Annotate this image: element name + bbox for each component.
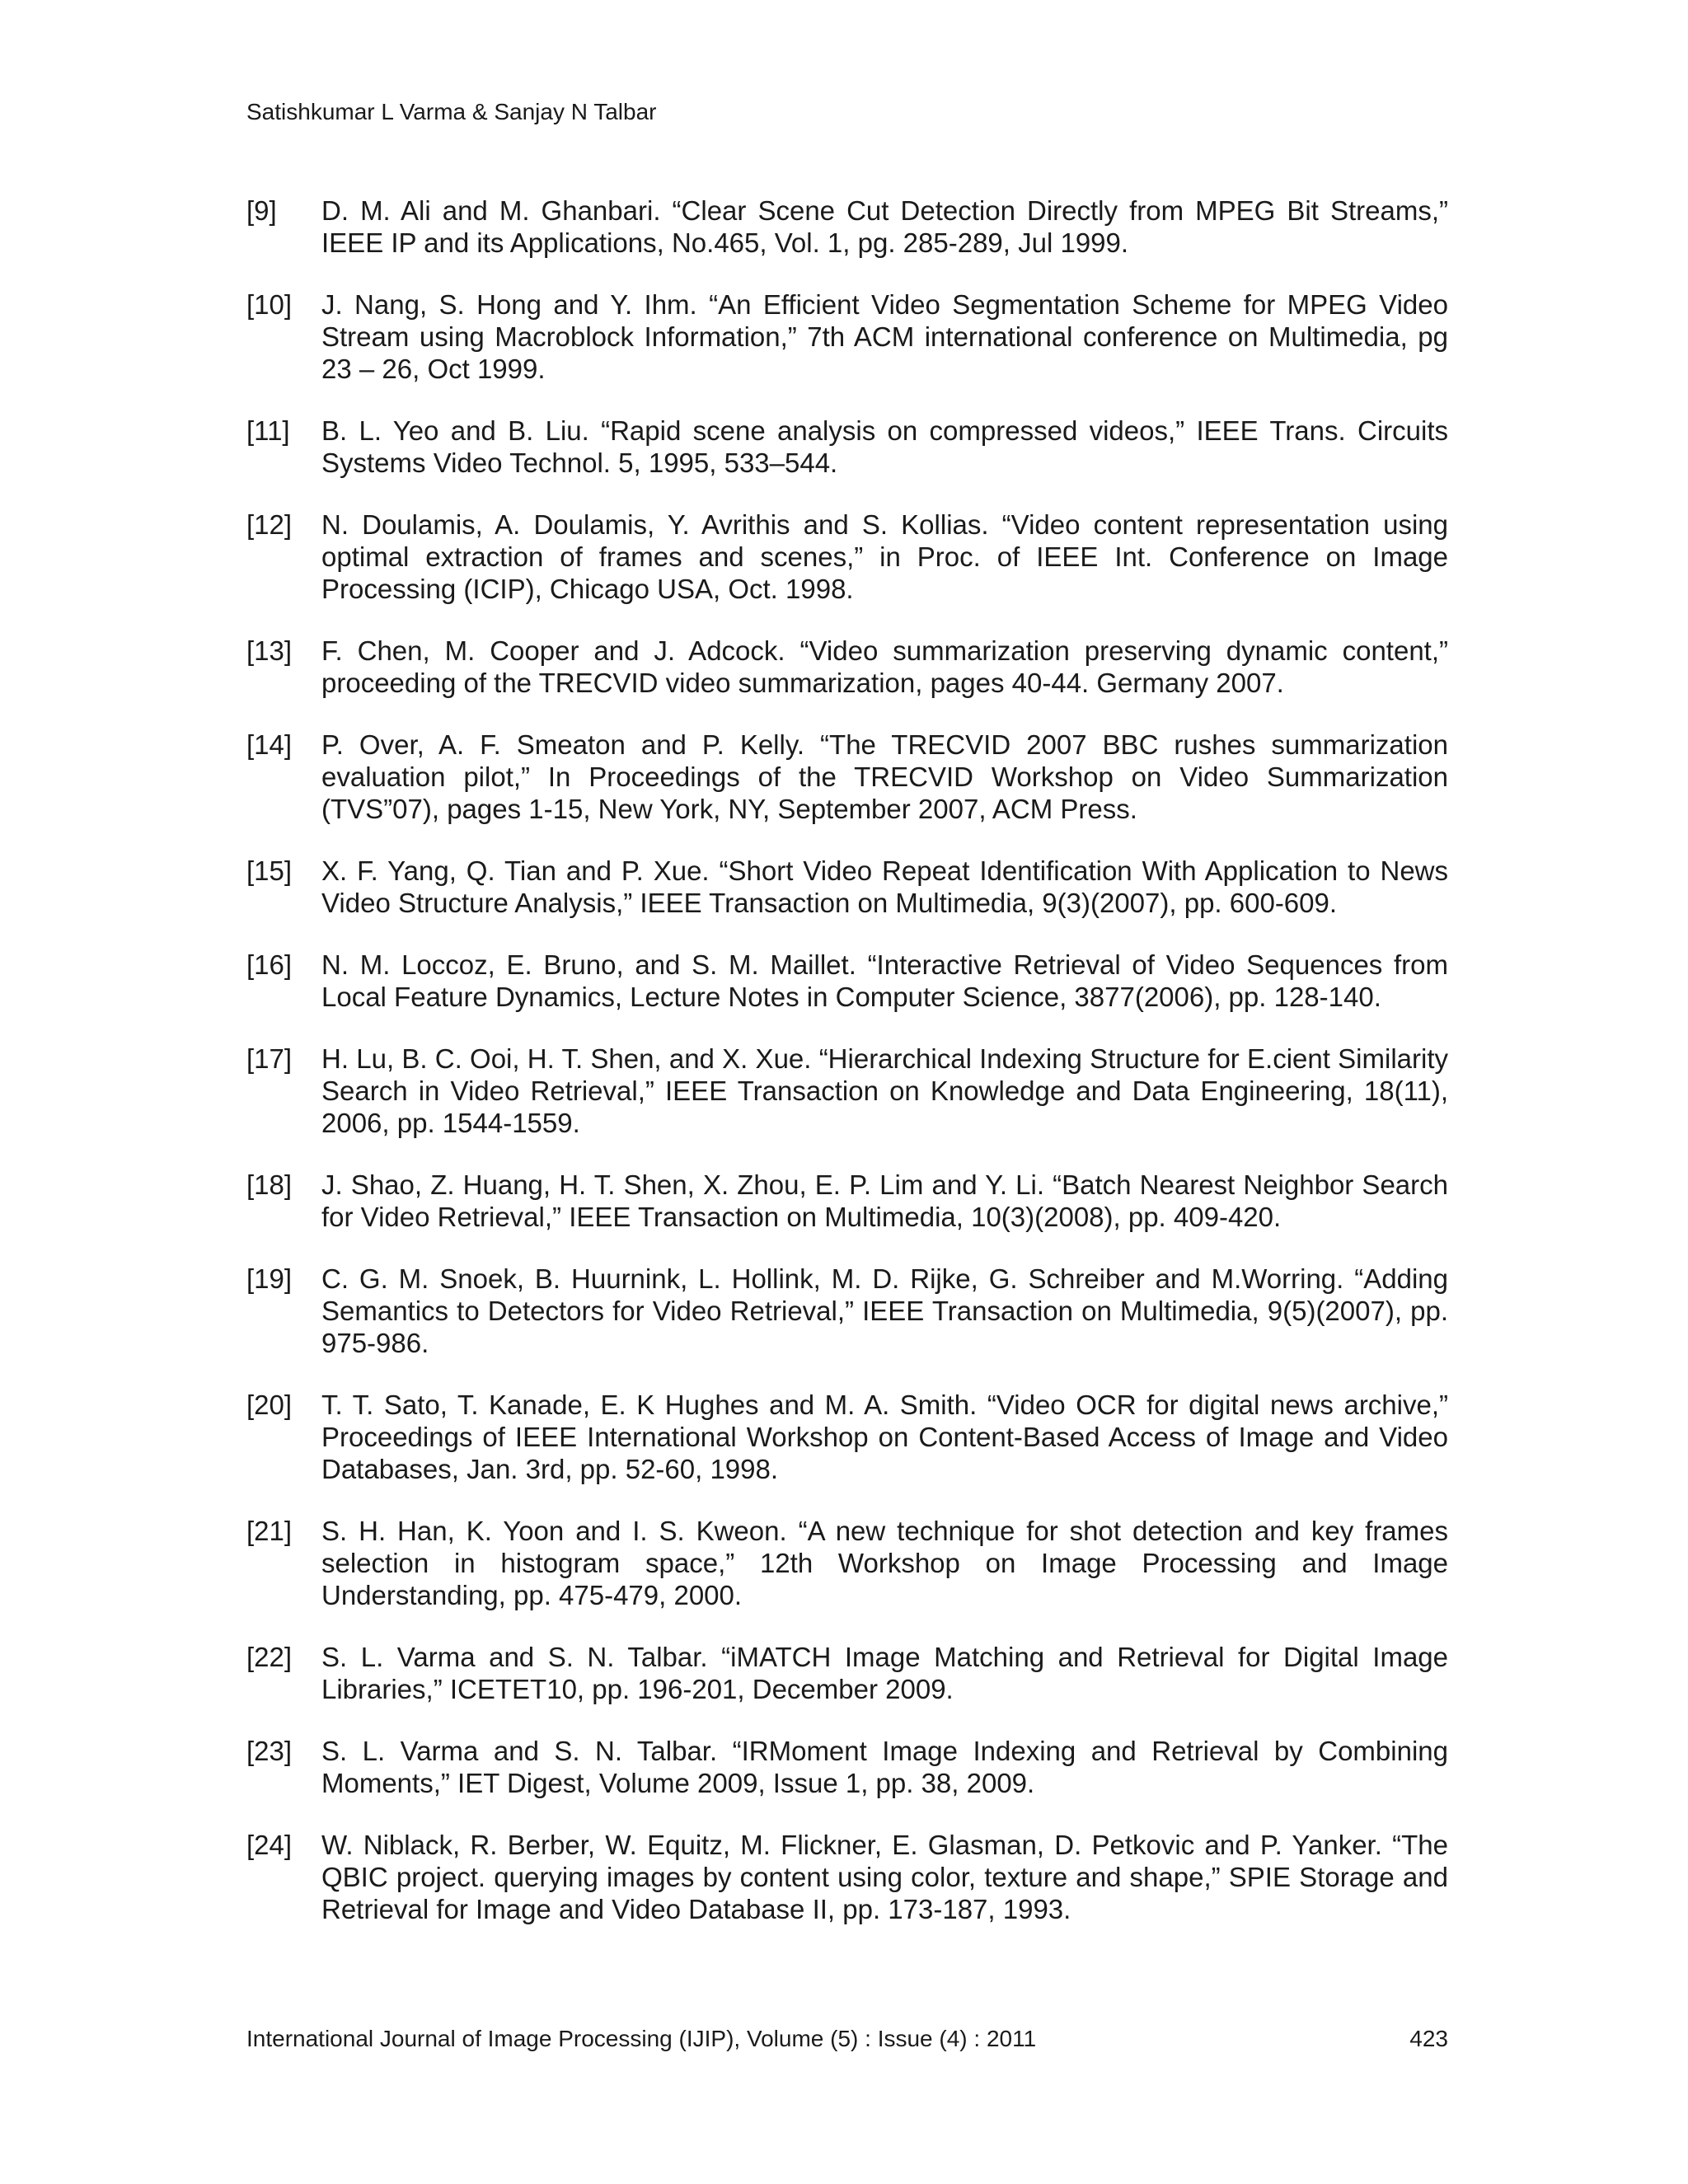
reference-text: N. M. Loccoz, E. Bruno, and S. M. Maillet. “Interactive Retrieval of Video Sequences from Local Feature Dynamics, Lecture Notes in Computer Science, 3877(2006), pp. 128-140.	[321, 949, 1448, 1012]
reference-number: [24]	[246, 1830, 293, 1860]
reference-text: B. L. Yeo and B. Liu. “Rapid scene analysis on compressed videos,” IEEE Trans. Circuits Systems Video Technol. 5, 1995, 533–544.	[321, 415, 1448, 478]
reference-number: [21]	[246, 1516, 293, 1546]
reference-text: J. Shao, Z. Huang, H. T. Shen, X. Zhou, E. P. Lim and Y. Li. “Batch Nearest Neighbor Search for Video Retrieval,” IEEE Transaction on Multimedia, 10(3)(2008), pp. 409-420.	[321, 1169, 1448, 1232]
reference-number: [13]	[246, 635, 293, 666]
reference-number: [10]	[246, 289, 293, 320]
reference-text: P. Over, A. F. Smeaton and P. Kelly. “The TRECVID 2007 BBC rushes summarization evaluation pilot,” In Proceedings of the TRECVID Workshop on Video Summarization (TVS”07), pages 1-15, New York, NY, September 2007, ACM Press.	[321, 729, 1448, 824]
reference-item	[246, 855, 1448, 919]
reference-number: [20]	[246, 1390, 293, 1420]
reference-item	[246, 1169, 1448, 1233]
reference-item	[246, 288, 1448, 385]
reference-item	[246, 1641, 1448, 1705]
reference-number: [23]	[246, 1736, 293, 1766]
reference-text: F. Chen, M. Cooper and J. Adcock. “Video summarization preserving dynamic content,” proceeding of the TRECVID video summarization, pages 40-44. Germany 2007.	[321, 635, 1448, 698]
reference-number: [14]	[246, 729, 293, 760]
reference-number: [11]	[246, 415, 290, 446]
reference-item	[246, 509, 1448, 605]
reference-item	[246, 194, 1448, 259]
page-footer	[246, 2024, 1448, 2054]
reference-item	[246, 1389, 1448, 1485]
reference-item	[246, 415, 1448, 479]
reference-text: S. L. Varma and S. N. Talbar. “iMATCH Image Matching and Retrieval for Digital Image Libraries,” ICETET10, pp. 196-201, December 2009.	[321, 1642, 1448, 1704]
reference-text: D. M. Ali and M. Ghanbari. “Clear Scene Cut Detection Directly from MPEG Bit Streams,” IEEE IP and its Applications, No.465, Vol. 1, pg. 285-289, Jul 1999.	[321, 195, 1448, 258]
journal-citation: International Journal of Image Processing (IJIP), Volume (5) : Issue (4) : 2011	[246, 2026, 1037, 2051]
running-header: Satishkumar L Varma & Sanjay N Talbar	[246, 99, 657, 124]
reference-item	[246, 1829, 1448, 1925]
reference-item	[246, 949, 1448, 1013]
reference-text: C. G. M. Snoek, B. Huurnink, L. Hollink, M. D. Rijke, G. Schreiber and M.Worring. “Adding Semantics to Detectors for Video Retrieval,” IEEE Transaction on Multimedia, 9(5)(2007), pp. 975-986.	[321, 1263, 1448, 1358]
reference-item	[246, 1043, 1448, 1139]
reference-text: W. Niblack, R. Berber, W. Equitz, M. Flickner, E. Glasman, D. Petkovic and P. Yanker. “The QBIC project. querying images by content using color, texture and shape,” SPIE Storage and Retrieval for Image and Video Database II, pp. 173-187, 1993.	[321, 1830, 1448, 1924]
reference-number: [16]	[246, 949, 293, 980]
reference-text: N. Doulamis, A. Doulamis, Y. Avrithis and S. Kollias. “Video content representation using optimal extraction of frames and scenes,” in Proc. of IEEE Int. Conference on Image Processing (ICIP), Chicago USA, Oct. 1998.	[321, 509, 1448, 604]
reference-number: [9]	[246, 195, 277, 226]
reference-text: X. F. Yang, Q. Tian and P. Xue. “Short Video Repeat Identification With Application to News Video Structure Analysis,” IEEE Transaction on Multimedia, 9(3)(2007), pp. 600-609.	[321, 855, 1448, 918]
reference-number: [17]	[246, 1043, 293, 1074]
reference-text: H. Lu, B. C. Ooi, H. T. Shen, and X. Xue. “Hierarchical Indexing Structure for E.cient Similarity Search in Video Retrieval,” IEEE Transaction on Knowledge and Data Engineering, 18(11), 2006, pp. 1544-1559.	[321, 1043, 1448, 1138]
reference-text: S. H. Han, K. Yoon and I. S. Kweon. “A new technique for shot detection and key frames selection in histogram space,” 12th Workshop on Image Processing and Image Understanding, pp. 475-479, 2000.	[321, 1516, 1448, 1610]
reference-text: J. Nang, S. Hong and Y. Ihm. “An Efficient Video Segmentation Scheme for MPEG Video Stream using Macroblock Information,” 7th ACM international conference on Multimedia, pg 23 – 26, Oct 1999.	[321, 289, 1448, 384]
reference-number: [19]	[246, 1263, 293, 1294]
reference-item	[246, 1515, 1448, 1611]
reference-number: [12]	[246, 509, 293, 540]
reference-number: [18]	[246, 1169, 293, 1200]
reference-text: T. T. Sato, T. Kanade, E. K Hughes and M. A. Smith. “Video OCR for digital news archive,” Proceedings of IEEE International Workshop on Content-Based Access of Image and Video Databases, Jan. 3rd, pp. 52-60, 1998.	[321, 1390, 1448, 1484]
reference-item	[246, 1263, 1448, 1359]
reference-item	[246, 729, 1448, 825]
reference-list	[246, 194, 1448, 1955]
reference-text: S. L. Varma and S. N. Talbar. “IRMoment Image Indexing and Retrieval by Combining Moments,” IET Digest, Volume 2009, Issue 1, pp. 38, 2009.	[321, 1736, 1448, 1798]
reference-item	[246, 1735, 1448, 1799]
reference-number: [15]	[246, 855, 293, 886]
reference-item	[246, 635, 1448, 699]
reference-number: [22]	[246, 1642, 293, 1672]
page-number: 423	[1409, 2026, 1448, 2051]
